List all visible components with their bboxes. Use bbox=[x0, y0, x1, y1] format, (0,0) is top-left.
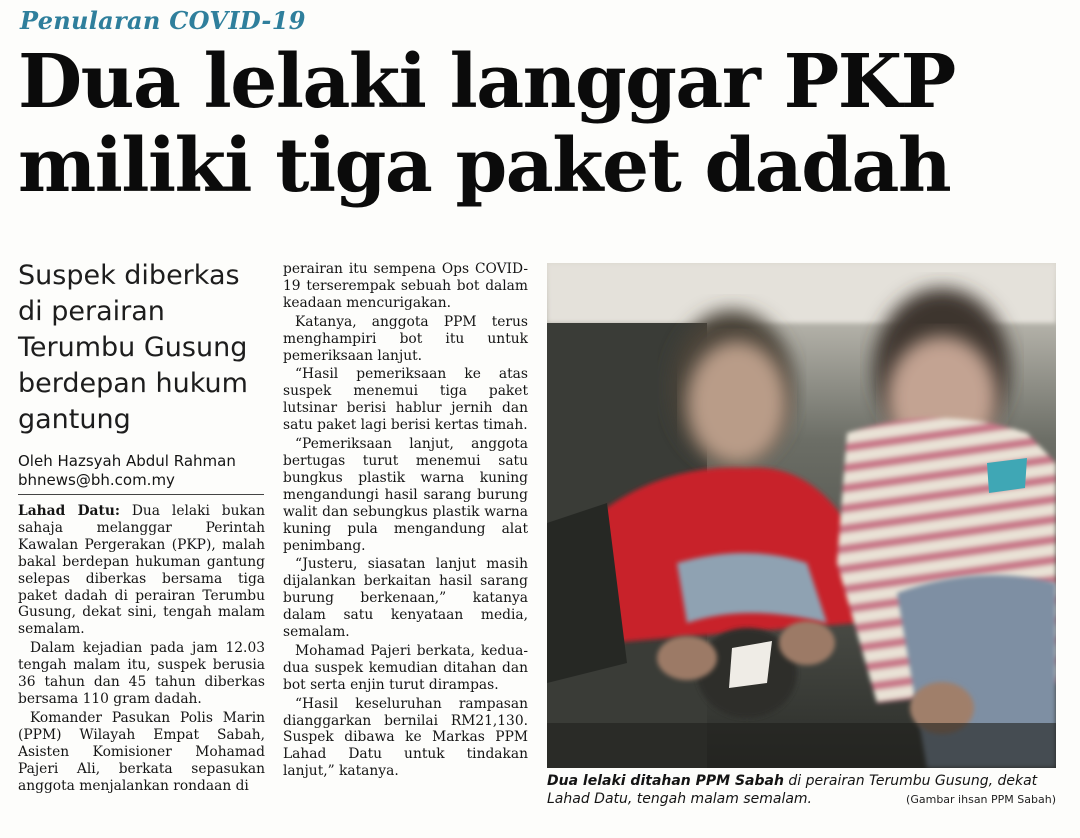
headline bbox=[18, 40, 1068, 208]
article-paragraph: “Pemeriksaan lanjut, anggota bertugas turut menemui satu bungkus plastik warna kuning mengandungi hasil sarang burung walit dan sebungkus plastik warna kuning pula mengandung alat penimbang. bbox=[283, 436, 528, 554]
headline-line-1: Dua lelaki langgar PKP bbox=[18, 39, 955, 125]
deck-subheading: Suspek diberkas di perairan Terumbu Gusung berdepan hukum gantung bbox=[18, 260, 248, 435]
headline-line-2: miliki tiga paket dadah bbox=[18, 123, 951, 209]
article-paragraph: perairan itu sempena Ops COVID-19 terserempak sebuah bot dalam keadaan mencurigakan. bbox=[283, 261, 528, 311]
byline-author: Oleh Hazsyah Abdul Rahman bbox=[18, 452, 236, 470]
article-paragraph: “Justeru, siasatan lanjut masih dijalankan berkaitan hasil sarang burung berkenaan,” katanya dalam satu kenyataan media, semalam. bbox=[283, 556, 528, 641]
article-paragraph: “Hasil pemeriksaan ke atas suspek menemui tiga paket lutsinar berisi hablur jernih dan satu paket lagi berisi kertas timah. bbox=[283, 366, 528, 434]
article-paragraph: “Hasil keseluruhan rampasan dianggarkan bernilai RM21,130. Suspek dibawa ke Markas PPM Lahad Datu untuk tindakan lanjut,” katanya. bbox=[283, 695, 528, 780]
section-kicker: Penularan COVID-19 bbox=[20, 6, 306, 35]
byline-divider bbox=[18, 494, 264, 495]
article-column-1 bbox=[18, 503, 265, 796]
article-column-2 bbox=[283, 261, 528, 782]
article-paragraph: Mohamad Pajeri berkata, kedua-dua suspek kemudian ditahan dan bot serta enjin turut dirampas. bbox=[283, 642, 528, 693]
article-paragraph: Dalam kejadian pada jam 12.03 tengah malam itu, suspek berusia 36 tahun dan 45 tahun diberkas bersama 110 gram dadah. bbox=[18, 640, 265, 707]
caption-bold: Dua lelaki ditahan PPM Sabah bbox=[547, 773, 784, 789]
article-paragraph: Katanya, anggota PPM terus menghampiri bot itu untuk pemeriksaan lanjut. bbox=[283, 313, 528, 364]
dateline: Lahad Datu: bbox=[18, 503, 120, 519]
photo-credit: (Gambar ihsan PPM Sabah) bbox=[906, 793, 1056, 806]
caption-text: di perairan Terumbu Gusung, dekat Lahad Datu, tengah malam semalam. bbox=[547, 773, 1038, 807]
photo-illustration bbox=[547, 263, 1056, 768]
article-paragraph: Komander Pasukan Polis Marin (PPM) Wilayah Empat Sabah, Asisten Komisioner Mohamad Pajeri Ali, berkata sepasukan anggota menjalankan rondaan di bbox=[18, 709, 265, 794]
byline-email: bhnews@bh.com.my bbox=[18, 471, 175, 489]
byline bbox=[18, 452, 268, 490]
article-paragraph: Lahad Datu: Dua lelaki bukan sahaja melanggar Perintah Kawalan Pergerakan (PKP), malah bakal berdepan hukuman gantung selepas diberkas bersama tiga paket dadah di perairan Terumbu Gusung, dekat sini, tengah malam semalam. bbox=[18, 503, 265, 638]
news-photo bbox=[547, 263, 1056, 768]
